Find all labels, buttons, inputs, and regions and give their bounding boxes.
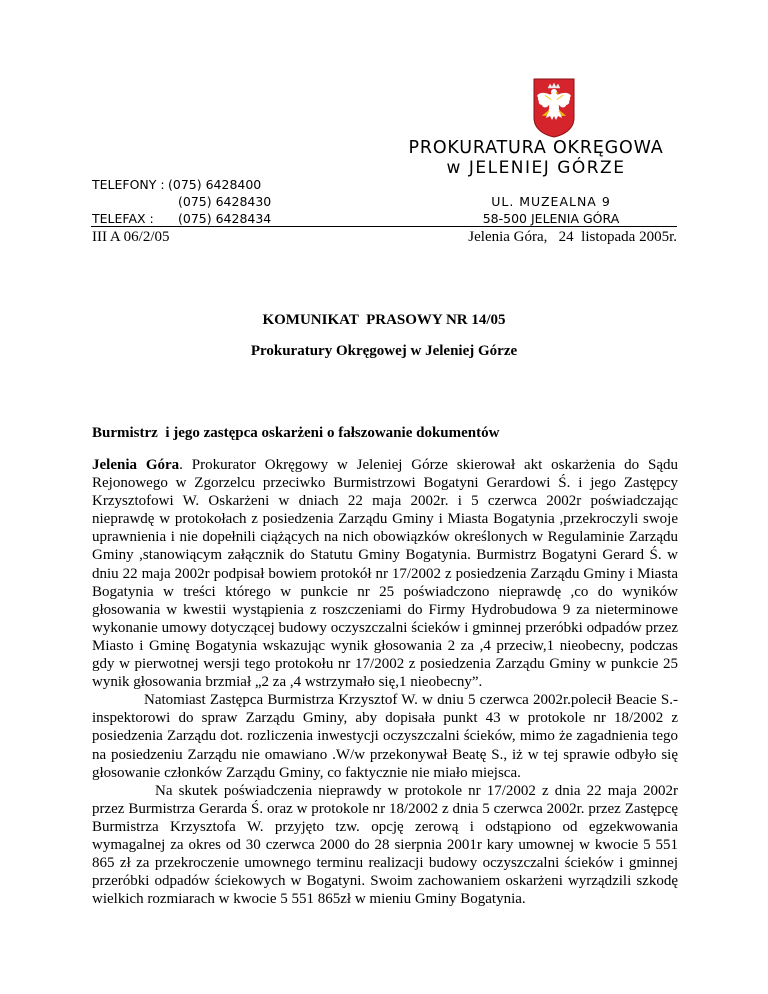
- header-divider: [91, 226, 677, 227]
- phone-number: (075) 6428400: [168, 177, 262, 192]
- phone-number: (075) 6428430: [178, 194, 272, 209]
- body-paragraph: Natomiast Zastępca Burmistrza Krzysztof W. w dniu 5 czerwca 2002r.polecił Beacie S.- inspektorowi do spraw Zarządu Gminy, aby dopisała punkt 43 w protokole nr 18/2002 z posiedzenia Zarządu dot. rozliczenia inwestycji oczyszczalni ścieków, mimo że zagadnienia tego na posiedzeniu Zarządu nie omawiano .W/w przekonywał Beatę S., iż w tej sprawie odbyło się głosowanie członków Zarządu Gminy, co faktycznie nie miało miejsca.: [92, 692, 678, 781]
- phone-row: [92, 193, 272, 210]
- body-paragraph: [92, 456, 678, 691]
- body-paragraph: Na skutek poświadczenia nieprawdy w protokole nr 17/2002 z dnia 22 maja 2002r przez Burmistrza Gerarda Ś. oraz w protokole nr 18/2002 z dnia 5 czerwca 2002r. przez Zastępcę Burmistrza Krzysztofa W. przyjęto tzw. opcję zerową i odstąpiono od egzekwowania wymagalnej za okres od 30 czerwca 2000 do 28 sierpnia 2001r kary umownej w kwocie 5 551 865 zł za przekroczenie umownego terminu realizacji budowy oczyszczalni ścieków i gminnej przeróbki odpadów ściekowych w Bogatyni. Swoim zachowaniem oskarżeni wyrządzili szkodę wielkich rozmiarach w kwocie 5 551 865zł w mieniu Gminy Bogatynia.: [92, 782, 678, 908]
- lead-place: Jelenia Góra: [92, 457, 180, 473]
- fax-label: TELEFAX :: [92, 211, 154, 226]
- reference-number: III A 06/2/05: [92, 229, 170, 245]
- paragraph-text: . Prokurator Okręgowy w Jeleniej Górze skierował akt oskarżenia do Sądu Rejonowego w Zgorzelcu przeciwko Burmistrzowi Bogatyni Gerardowi Ś. i jego Zastępcy Krzysztofowi W. Oskarżeni w dniach 22 maja 2002r. i 5 czerwca 2002r poświadczając nieprawdę w protokołach z posiedzenia Zarządu Gminy i Miasta Bogatynia ,przekroczyli swoje uprawnienia i nie dopełnili ciążących na nich obowiązków określonych w Regulaminie Zarządu Gminy ,stanowiącym załącznik do Statutu Gminy Bogatynia. Burmistrz Bogatyni Gerard Ś. w dniu 22 maja 2002r podpisał bowiem protokół nr 17/2002 z posiedzenia Zarządu Gminy i Miasta Bogatynia w treści którego w punkcie nr 25 poświadczono nieprawdę ,co do wyników głosowania w kwestii wystąpienia z roszczeniami do Firmy Hydrobudowa 9 za nieterminowe wykonanie umowy dotyczącej budowy oczyszczalni ścieków i gminnej przeróbki odpadów przez Miasto i Gminę Bogatynia wskazując wynik głosowania 2 za ,4 przeciw,1 nieobecny, podczas gdy w pierwotnej wersji tego protokołu nr 17/2002 z posiedzenia Zarządu Gminy w punkcie 25 wynik głosowania brzmiał „2 za ,4 wstrzymało się,1 nieobecny”.: [92, 457, 678, 691]
- document-title: KOMUNIKAT PRASOWY NR 14/05: [262, 312, 506, 328]
- address-street: UL. MUZEALNA 9: [491, 194, 611, 209]
- office-name: PROKURATURA OKRĘGOWA: [408, 138, 664, 158]
- fax-row: [92, 210, 272, 227]
- fax-number: (075) 6428434: [178, 211, 272, 226]
- office-address: [430, 193, 672, 227]
- phone-numbers: [92, 176, 272, 227]
- press-body: [92, 456, 678, 908]
- polish-eagle-emblem-icon: [533, 78, 575, 138]
- press-headline: Burmistrz i jego zastępca oskarżeni o fałszowanie dokumentów: [92, 425, 500, 441]
- document-date: Jelenia Góra, 24 listopada 2005r.: [468, 229, 677, 245]
- document-subtitle: Prokuratury Okręgowej w Jeleniej Górze: [250, 343, 518, 359]
- address-city: 58-500 JELENIA GÓRA: [482, 211, 620, 226]
- phone-row: [92, 176, 262, 193]
- phone-label: TELEFONY :: [92, 177, 165, 192]
- office-city: w JELENIEJ GÓRZE: [446, 158, 626, 178]
